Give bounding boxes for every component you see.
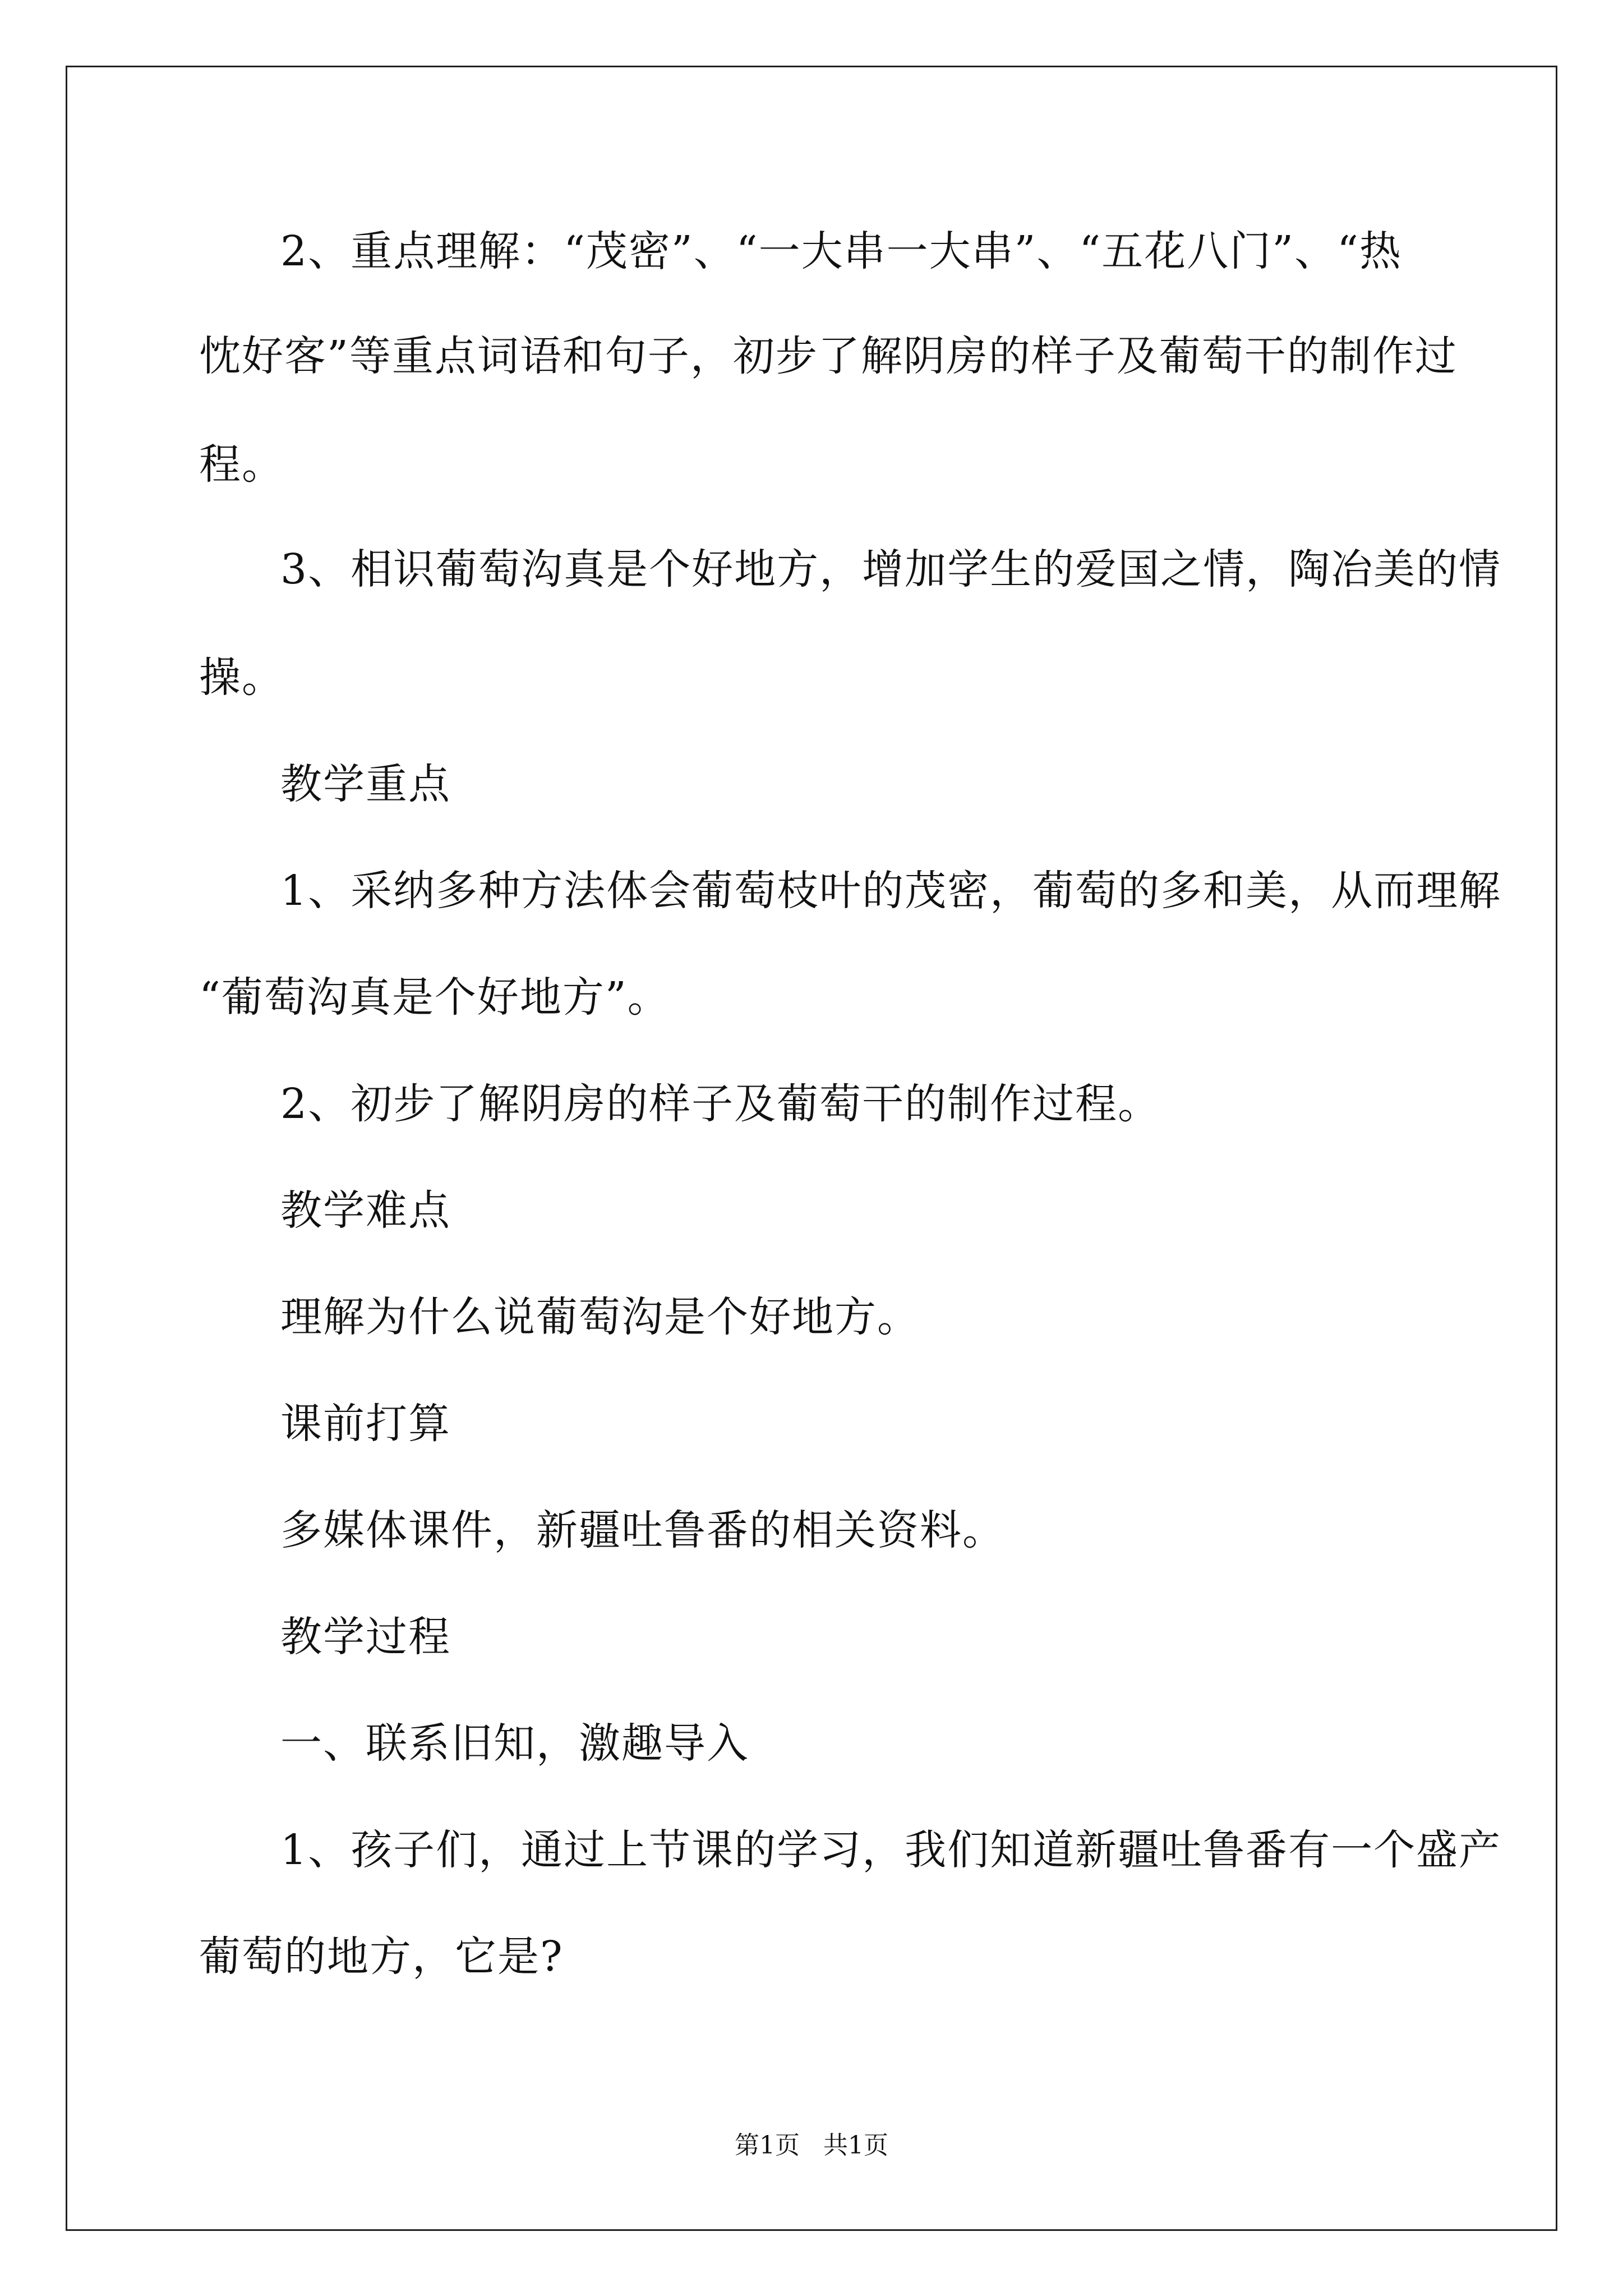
section-heading-process: 教学过程 xyxy=(280,1613,451,1661)
page-footer: 第1页 共1页 xyxy=(735,2131,888,2160)
page-frame xyxy=(66,66,1557,2231)
section-heading-preparation: 课前打算 xyxy=(280,1400,451,1448)
text-line-5: 操。 xyxy=(199,654,284,702)
text-line-8: “葡萄沟真是个好地方”。 xyxy=(199,973,670,1022)
text-line-11: 理解为什么说葡萄沟是个好地方。 xyxy=(280,1293,920,1341)
text-line-2: 忱好客”等重点词语和句子，初步了解阴房的样子及葡萄干的制作过 xyxy=(199,332,1458,380)
text-line-3: 程。 xyxy=(199,440,284,489)
text-line-17: 葡萄的地方，它是? xyxy=(199,1932,564,1981)
text-line-7: 1、采纳多种方法体会葡萄枝叶的茂密，葡萄的多和美，从而理解 xyxy=(280,867,1502,915)
section-heading-difficulties: 教学难点 xyxy=(280,1186,451,1235)
text-line-16: 1、孩子们，通过上节课的学习，我们知道新疆吐鲁番有一个盛产 xyxy=(280,1826,1502,1874)
section-heading-key-points: 教学重点 xyxy=(280,760,451,808)
text-line-13: 多媒体课件，新疆吐鲁番的相关资料。 xyxy=(280,1506,1005,1554)
text-line-1: 2、重点理解：“茂密”、“一大串一大串”、“五花八门”、“热 xyxy=(280,227,1402,275)
text-line-4: 3、相识葡萄沟真是个好地方，增加学生的爱国之情，陶冶美的情 xyxy=(280,545,1502,593)
text-line-15: 一、联系旧知，激趣导入 xyxy=(280,1719,749,1768)
text-line-9: 2、初步了解阴房的样子及葡萄干的制作过程。 xyxy=(280,1080,1161,1128)
